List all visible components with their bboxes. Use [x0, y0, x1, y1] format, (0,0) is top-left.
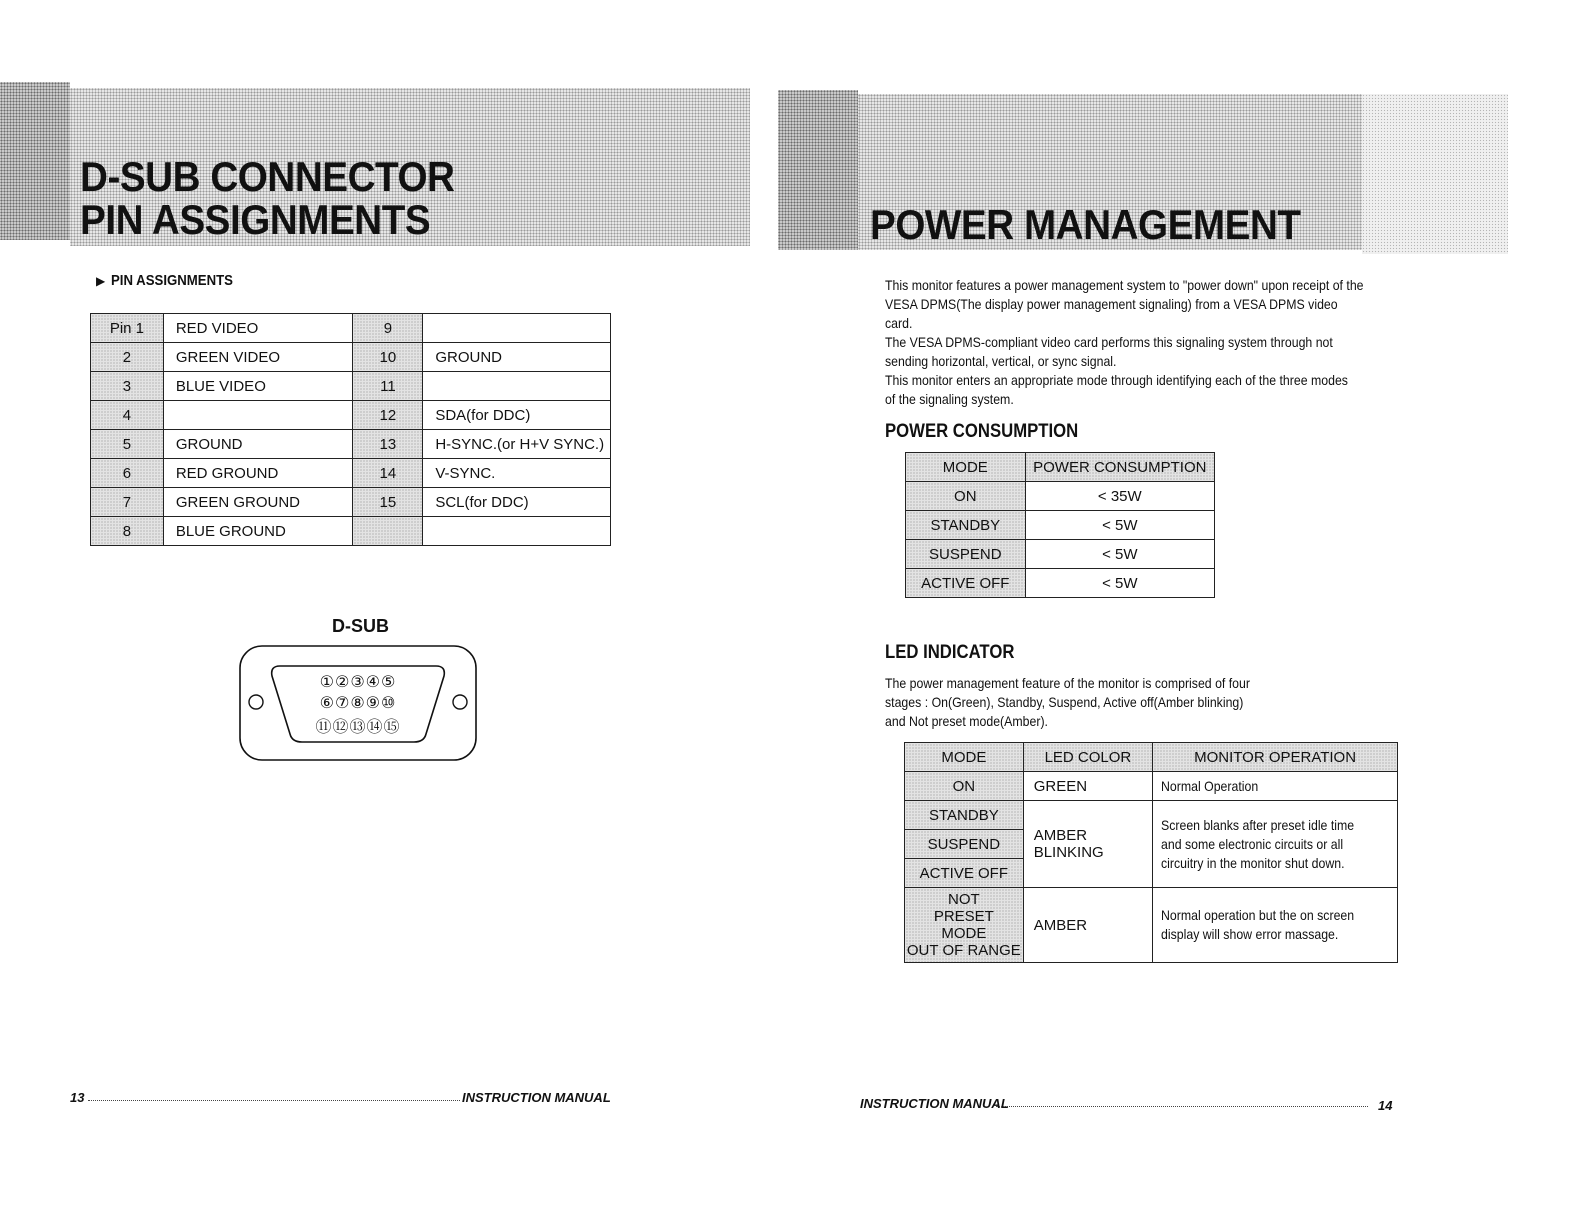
right-banner-light-block: [1362, 94, 1508, 254]
led-description: The power management feature of the monitor is comprised of four stages : On(Green), Standby, Suspend, Active off(Amber blinking) and Not preset mode(Amber).: [885, 675, 1250, 729]
table-row: [906, 540, 1215, 569]
connector-pin-row-2: ⑥⑦⑧⑨⑩: [319, 693, 397, 712]
table-row: [905, 743, 1398, 772]
pin-number-cell: Pin 1: [91, 314, 164, 343]
left-title-line2: PIN ASSIGNMENTS: [80, 196, 431, 243]
mode-cell: ACTIVE OFF: [905, 859, 1024, 888]
pin-signal-cell: [423, 314, 611, 343]
table-row: [91, 488, 611, 517]
connector-pin-row-1: ①②③④⑤: [319, 672, 397, 691]
table-row: [905, 801, 1398, 830]
pin-signal-cell: [163, 401, 353, 430]
table-row: [905, 772, 1398, 801]
right-page-title: POWER MANAGEMENT: [870, 201, 1301, 248]
pin-number-cell: 6: [91, 459, 164, 488]
pin-signal-cell: GREEN GROUND: [163, 488, 353, 517]
d-sub-connector-diagram: [238, 644, 478, 762]
power-consumption-heading: POWER CONSUMPTION: [885, 421, 1079, 442]
pin-number-cell: 10: [353, 343, 423, 372]
pin-signal-cell: GROUND: [163, 430, 353, 459]
intro-paragraph: This monitor features a power management system to "power down" upon receipt of the VESA DPMS(The display power management signaling) from a VESA DPMS video card. The VESA DPMS-compliant video card performs this signaling system through not sending horizontal, vertical, or sync signal. This monitor enters an appropriate mode through identifying each of the three modes of the signaling system.: [885, 277, 1364, 407]
operation-cell: Screen blanks after preset idle time and some electronic circuits or all circuitry in the monitor shut down.: [1153, 801, 1398, 888]
pin-number-cell: 11: [353, 372, 423, 401]
table-row: [91, 401, 611, 430]
pin-number-cell: 3: [91, 372, 164, 401]
led-indicator-heading: LED INDICATOR: [885, 642, 1015, 663]
consumption-cell: < 5W: [1025, 569, 1214, 598]
operation-cell: Normal operation but the on screen display will show error massage.: [1153, 888, 1398, 963]
table-row: [906, 482, 1215, 511]
pin-signal-cell: RED GROUND: [163, 459, 353, 488]
pin-assignments-subheading: ▶ PIN ASSIGNMENTS: [96, 272, 234, 289]
pin-number-cell: 2: [91, 343, 164, 372]
mode-cell: ACTIVE OFF: [906, 569, 1026, 598]
table-row: [91, 343, 611, 372]
pin-signal-cell: H-SYNC.(or H+V SYNC.): [423, 430, 611, 459]
operation-cell: Normal Operation: [1153, 772, 1398, 801]
pin-signal-cell: V-SYNC.: [423, 459, 611, 488]
connector-label: D-SUB: [332, 616, 389, 636]
left-title-line1: D-SUB CONNECTOR: [80, 153, 455, 200]
pin-assignment-table: [90, 313, 611, 546]
table-row: [91, 430, 611, 459]
footer-manual-label: INSTRUCTION MANUAL: [462, 1090, 611, 1105]
pin-signal-cell: SCL(for DDC): [423, 488, 611, 517]
pin-signal-cell: RED VIDEO: [163, 314, 353, 343]
mode-cell: SUSPEND: [906, 540, 1026, 569]
pin-number-cell: 5: [91, 430, 164, 459]
column-header: MONITOR OPERATION: [1153, 743, 1398, 772]
mode-cell: ON: [905, 772, 1024, 801]
right-banner-dark-block: [778, 90, 858, 250]
pin-number-cell: 12: [353, 401, 423, 430]
dotted-leader: [88, 1100, 460, 1101]
pin-number-cell: 7: [91, 488, 164, 517]
table-row: [906, 569, 1215, 598]
table-row: [906, 511, 1215, 540]
pin-number-cell: 9: [353, 314, 423, 343]
pin-signal-cell: [423, 372, 611, 401]
table-row: [91, 314, 611, 343]
mode-cell: STANDBY: [906, 511, 1026, 540]
pin-number-cell: 13: [353, 430, 423, 459]
led-color-cell: AMBER: [1023, 888, 1152, 963]
pin-signal-cell: GREEN VIDEO: [163, 343, 353, 372]
column-header: POWER CONSUMPTION: [1025, 453, 1214, 482]
column-header: MODE: [906, 453, 1026, 482]
pin-signal-cell: BLUE GROUND: [163, 517, 353, 546]
led-indicator-table: [904, 742, 1398, 963]
column-header: LED COLOR: [1023, 743, 1152, 772]
led-color-cell: AMBER BLINKING: [1023, 801, 1152, 888]
table-row: [91, 517, 611, 546]
mode-cell: STANDBY: [905, 801, 1024, 830]
page-number: 13: [70, 1090, 85, 1105]
pin-number-cell: 8: [91, 517, 164, 546]
table-row: [906, 453, 1215, 482]
left-banner-dark-block: [0, 82, 70, 240]
power-consumption-table: [905, 452, 1215, 598]
consumption-cell: < 5W: [1025, 540, 1214, 569]
pin-number-cell: 4: [91, 401, 164, 430]
footer-manual-label: INSTRUCTION MANUAL: [860, 1096, 1009, 1111]
mode-cell: ON: [906, 482, 1026, 511]
pin-number-cell: 14: [353, 459, 423, 488]
consumption-cell: < 5W: [1025, 511, 1214, 540]
mode-cell: NOT PRESET MODE OUT OF RANGE: [905, 888, 1024, 963]
mode-cell: SUSPEND: [905, 830, 1024, 859]
pin-signal-cell: GROUND: [423, 343, 611, 372]
table-row: [905, 888, 1398, 963]
dotted-leader: [996, 1106, 1368, 1107]
pin-signal-cell: SDA(for DDC): [423, 401, 611, 430]
table-row: [91, 372, 611, 401]
pin-signal-cell: BLUE VIDEO: [163, 372, 353, 401]
pin-number-cell: [353, 517, 423, 546]
triangle-bullet-icon: ▶: [96, 274, 106, 288]
pin-number-cell: 15: [353, 488, 423, 517]
table-row: [91, 459, 611, 488]
connector-pin-row-3: ⑪⑫⑬⑭⑮: [315, 717, 401, 736]
led-color-cell: GREEN: [1023, 772, 1152, 801]
pin-signal-cell: [423, 517, 611, 546]
consumption-cell: < 35W: [1025, 482, 1214, 511]
page-number: 14: [1378, 1098, 1393, 1113]
column-header: MODE: [905, 743, 1024, 772]
